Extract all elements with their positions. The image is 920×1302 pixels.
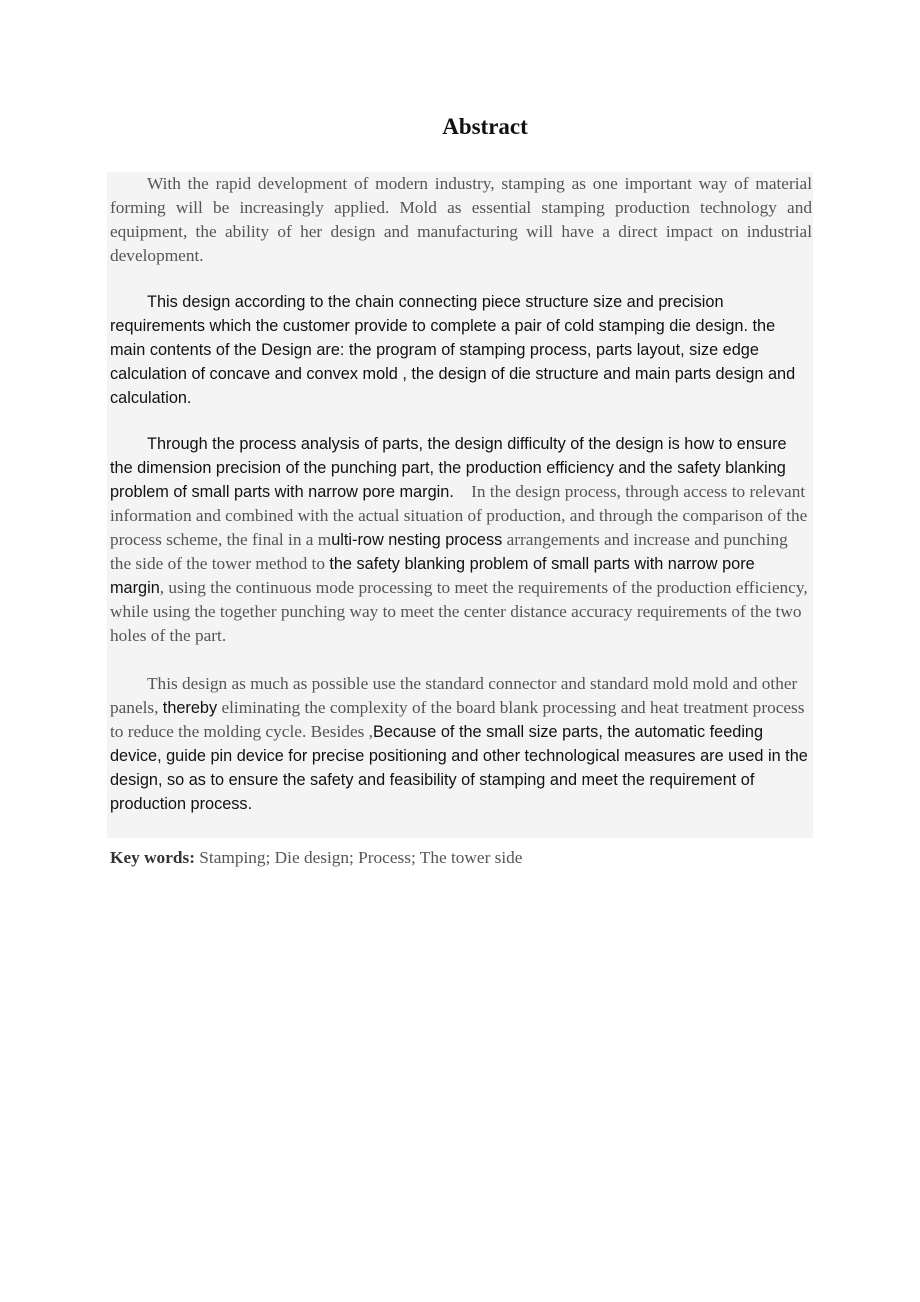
p4-sentence-2: thereby [162,699,218,717]
p4-sentence-1: This design as much as possible use the standard connector and standard mold mold and other panels, [110,674,798,717]
p3-sentence-1: Through the process analysis of parts, the design difficulty of the design is how to ensure the dimension precision of the punching part, the production efficiency and the safety blanking problem of small parts with narrow pore margin. [110,435,787,501]
p3-sentence-3: ulti-row nesting process [331,531,503,549]
keywords-text: Stamping; Die design; Process; The tower side [199,848,523,867]
abstract-paragraph-3 [110,432,812,648]
page-title: Abstract [442,114,528,139]
p3-sentence-6: , using the continuous mode processing to meet the requirements of the production efficiency, while using the together punching way to meet the center distance accuracy requirements of the two holes of the part. [110,578,808,645]
keywords-label: Key words: [110,848,195,867]
p4-sentence-4: Because of the small size parts, the automatic feeding device, guide pin device for precise positioning and other technological measures are used in the design, so as to ensure the safety and feasibility of stamping and meet the requirement of production process. [110,723,808,813]
keywords-line [110,846,812,870]
abstract-paragraph-2: This design according to the chain connecting piece structure size and precision requirements which the customer provide to complete a pair of cold stamping die design. the main contents of the Design are: the program of stamping process, parts layout, size edge calculation of concave and convex mold , the design of die structure and main parts design and calculation. [110,293,796,407]
p3-sentence-5: the safety blanking problem of small parts with narrow pore margin [110,555,755,597]
abstract-paragraph-4 [110,672,812,816]
p3-sentence-2: In the design process, through access to relevant information and combined with the actual situation of production, and through the comparison of the process scheme, the final in a m [110,482,808,549]
p3-sentence-4: arrangements and increase and punching the side of the tower method to [110,530,788,573]
p4-sentence-3: eliminating the complexity of the board blank processing and heat treatment process to reduce the molding cycle. Besides , [110,698,805,741]
abstract-paragraph-1: With the rapid development of modern industry, stamping as one important way of material forming will be increasingly applied. Mold as essential stamping production technology and equipment, the ability of her design and manufacturing will have a direct impact on industrial development. [110,174,812,265]
